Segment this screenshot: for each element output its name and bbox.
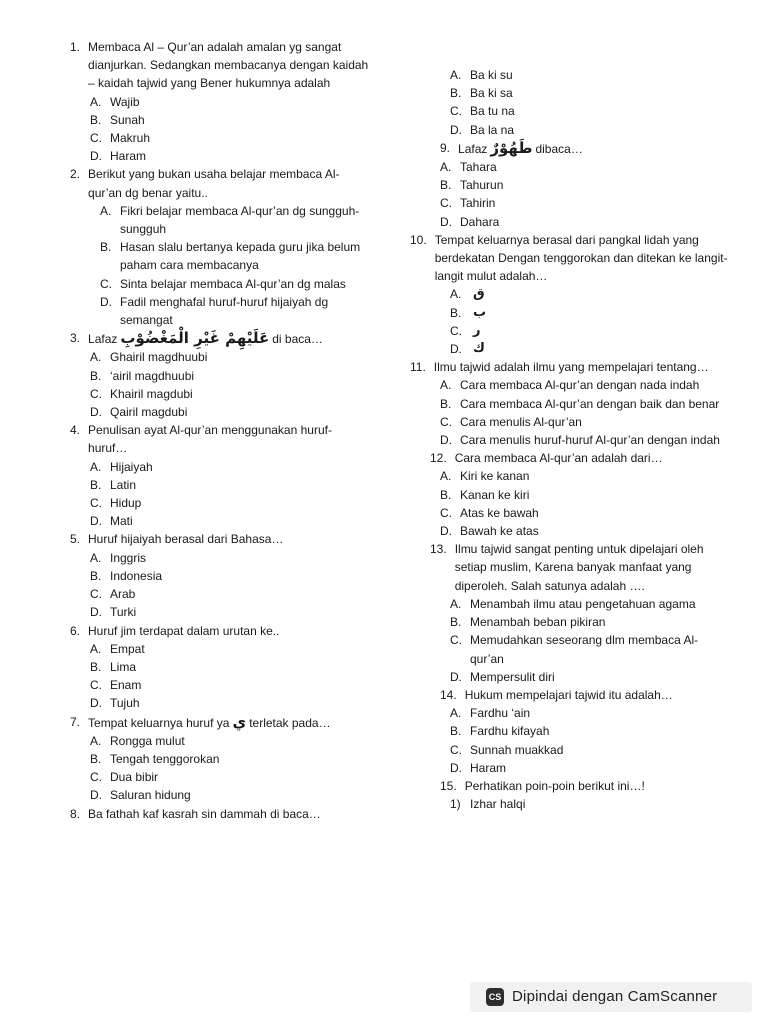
option-letter: B. (90, 568, 102, 583)
answer-option (410, 413, 730, 431)
question-number: 8. (70, 806, 81, 821)
right-column (410, 66, 730, 813)
option-text: Turki (110, 605, 137, 620)
option-letter: C. (440, 196, 452, 211)
question-number: 4. (70, 423, 81, 438)
option-text: Tengah tenggorokan (110, 751, 220, 766)
option-letter: A. (100, 203, 112, 218)
answer-option (410, 631, 730, 667)
option-letter: B. (450, 724, 462, 739)
option-letter: D. (100, 294, 112, 309)
answer-option (70, 111, 370, 129)
option-text: Wajib (110, 94, 140, 109)
option-letter: A. (90, 94, 102, 109)
option-text: Haram (470, 760, 507, 775)
option-text: Arab (110, 587, 136, 602)
answer-option (410, 66, 730, 84)
question (410, 449, 730, 467)
answer-option (70, 603, 370, 621)
answer-option (70, 458, 370, 476)
option-text: Indonesia (110, 568, 163, 583)
question-number: 11. (410, 360, 426, 375)
option-text: Saluran hidung (110, 788, 191, 803)
option-text: Dahara (460, 214, 500, 229)
question-text: Tempat keluarnya berasal dari pangkal lidah yang berdekatan Dengan tenggorokan dan ditekan ke langit-langit mulut adalah… (434, 232, 728, 284)
option-text: Atas ke bawah (460, 505, 539, 520)
option-letter: D. (90, 788, 102, 803)
left-column (70, 38, 370, 823)
answer-option (70, 694, 370, 712)
answer-option (410, 158, 730, 176)
answer-option (70, 786, 370, 804)
answer-option (410, 467, 730, 485)
option-letter: D. (440, 433, 452, 448)
arabic-text: ي (232, 712, 247, 731)
question-number: 7. (70, 714, 81, 729)
question (70, 329, 370, 348)
option-text: Cara membaca Al-qur’an dengan baik dan benar (460, 396, 720, 411)
option-letter: C. (90, 386, 102, 401)
answer-option (410, 431, 730, 449)
option-text: Cara menulis Al-qur’an (460, 414, 582, 429)
question-text-before: Tempat keluarnya huruf ya (88, 715, 230, 730)
option-letter: A. (90, 550, 102, 565)
answer-option (70, 750, 370, 768)
question (410, 139, 730, 158)
answer-option (410, 504, 730, 522)
answer-option (70, 147, 370, 165)
option-letter: C. (90, 678, 102, 693)
option-letter: C. (440, 414, 452, 429)
question (410, 358, 730, 376)
option-letter: B. (440, 178, 452, 193)
option-text: Khairil magdubi (110, 386, 193, 401)
option-letter: A. (440, 378, 452, 393)
answer-option (410, 704, 730, 722)
option-text: Dua bibir (110, 770, 159, 785)
option-letter: B. (440, 487, 452, 502)
answer-option (70, 93, 370, 111)
answer-option (70, 512, 370, 530)
option-letter: B. (90, 368, 102, 383)
question (70, 713, 370, 732)
question-text-before: Lafaz (458, 141, 488, 156)
option-letter: A. (450, 596, 462, 611)
option-text: Inggris (110, 550, 147, 565)
option-text: Ba la na (470, 122, 515, 137)
answer-option (70, 768, 370, 786)
option-text: Cara menulis huruf-huruf Al-qur’an dengan indah (460, 433, 720, 448)
option-letter: D. (450, 122, 462, 137)
arabic-letter: ك (473, 341, 485, 357)
answer-option (70, 732, 370, 750)
question-text: Berikut yang bukan usaha belajar membaca Al-qur’an dg benar yaitu.. (88, 167, 340, 200)
answer-option (70, 676, 370, 694)
question-text (88, 713, 370, 732)
question-text-after: di baca… (272, 332, 323, 347)
answer-option (410, 304, 730, 322)
answer-option (410, 522, 730, 540)
answer-option (70, 658, 370, 676)
option-letter: D. (440, 214, 452, 229)
option-letter: A. (440, 469, 452, 484)
answer-option (70, 367, 370, 385)
option-text: Empat (110, 641, 145, 656)
question-number: 15. (440, 778, 457, 793)
question-text: Cara membaca Al-qur’an adalah dari… (454, 451, 663, 466)
option-letter: B. (450, 305, 462, 320)
option-letter: D. (90, 696, 102, 711)
question-text (458, 139, 730, 158)
arabic-letter: ق (473, 286, 485, 302)
question (410, 231, 730, 286)
option-letter: C. (450, 104, 462, 119)
arabic-letter: ر (473, 322, 481, 338)
option-text: Mati (110, 514, 133, 529)
arabic-letter: ب (473, 304, 487, 320)
question-text-before: Lafaz (88, 332, 118, 347)
option-text: Fardhu ‘ain (470, 706, 531, 721)
answer-option (410, 102, 730, 120)
option-text: Makruh (110, 131, 151, 146)
option-letter: C. (90, 131, 102, 146)
question-text: Ba fathah kaf kasrah sin dammah di baca… (88, 806, 321, 821)
option-letter: C. (90, 770, 102, 785)
option-letter: A. (440, 160, 452, 175)
question (70, 38, 370, 93)
answer-option (70, 348, 370, 366)
option-text: Ghairil magdhuubi (110, 350, 208, 365)
question-text (88, 329, 370, 348)
option-letter: A. (450, 287, 462, 302)
option-letter: B. (100, 240, 112, 255)
option-text: Rongga mulut (110, 733, 185, 748)
option-letter: B. (90, 659, 102, 674)
watermark-text: Dipindai dengan CamScanner (512, 987, 718, 1005)
option-letter: D. (450, 760, 462, 775)
question (410, 540, 730, 595)
option-text: Latin (110, 477, 137, 492)
question-number: 10. (410, 232, 427, 247)
option-text: Ba ki su (470, 68, 513, 82)
option-letter: A. (450, 706, 462, 721)
option-text: Sunah (110, 112, 145, 127)
answer-option (410, 194, 730, 212)
answer-option (70, 567, 370, 585)
answer-option (410, 84, 730, 102)
option-letter: A. (90, 641, 102, 656)
answer-option (410, 613, 730, 631)
option-letter: D. (90, 605, 102, 620)
option-text: Izhar halqi (470, 797, 526, 812)
answer-option (410, 395, 730, 413)
question-text: Ilmu tajwid sangat penting untuk dipelajari oleh setiap muslim, Karena banyak manfaat yang diperoleh. Salah satunya adalah …. (454, 542, 704, 593)
answer-option (70, 238, 370, 274)
arabic-text: عَلَيْهِمْ غَيْرِ الْمَغْضُوْبِ (120, 329, 270, 348)
option-text: Sinta belajar membaca Al-qur’an dg malas (120, 276, 346, 291)
option-letter: D. (90, 149, 102, 164)
camscanner-logo-icon: CS (486, 988, 504, 1006)
answer-option (70, 476, 370, 494)
option-text: Bawah ke atas (460, 524, 539, 539)
option-letter: B. (90, 477, 102, 492)
question-text-after: dibaca… (535, 141, 583, 156)
answer-option (70, 385, 370, 403)
question (70, 805, 370, 823)
option-text: Qairil magdubi (110, 405, 188, 420)
answer-option (70, 293, 370, 329)
answer-option (70, 494, 370, 512)
question-number: 14. (440, 687, 457, 702)
answer-option (410, 121, 730, 139)
option-text: Fadil menghafal huruf-huruf hijaiyah dg semangat (120, 294, 329, 328)
option-text: Menambah beban pikiran (470, 615, 606, 630)
answer-option (410, 668, 730, 686)
answer-option (70, 403, 370, 421)
question (70, 165, 370, 201)
question-number: 1. (70, 40, 81, 54)
option-text: ‘airil magdhuubi (110, 368, 195, 383)
answer-option (70, 640, 370, 658)
answer-option (410, 176, 730, 194)
option-text: Memudahkan seseorang dlm membaca Al-qur’an (470, 633, 699, 666)
question-text: Penulisan ayat Al-qur’an menggunakan huruf-huruf… (88, 423, 332, 456)
answer-option (410, 595, 730, 613)
answer-option (410, 322, 730, 340)
option-letter: C. (450, 742, 462, 757)
camscanner-watermark (470, 982, 752, 1012)
question-text: Huruf hijaiyah berasal dari Bahasa… (88, 532, 284, 547)
question-text: Huruf jim terdapat dalam urutan ke.. (88, 623, 280, 638)
option-letter: B. (440, 396, 452, 411)
option-letter: A. (90, 459, 102, 474)
answer-option (410, 376, 730, 394)
option-text: Hidup (110, 496, 142, 511)
answer-option (410, 741, 730, 759)
question-text: Ilmu tajwid adalah ilmu yang mempelajari tentang… (433, 360, 709, 375)
answer-option (70, 129, 370, 147)
option-text: Tahurun (460, 178, 504, 193)
answer-option (70, 549, 370, 567)
question-text: Hukum mempelajari tajwid itu adalah… (464, 687, 673, 702)
option-text: Haram (110, 149, 147, 164)
option-text: Tujuh (110, 696, 140, 711)
option-text: Fardhu kifayah (470, 724, 550, 739)
answer-option (70, 585, 370, 603)
option-text: Lima (110, 659, 137, 674)
question (410, 777, 730, 795)
question-text-after: terletak pada… (249, 715, 331, 730)
option-text: Tahirin (460, 196, 496, 211)
option-letter: C. (450, 633, 462, 648)
answer-option (70, 202, 370, 238)
option-text: Hasan slalu bertanya kepada guru jika belum paham cara membacanya (120, 240, 361, 273)
question-number: 12. (430, 451, 447, 466)
option-text: Menambah ilmu atau pengetahuan agama (470, 596, 696, 611)
option-text: Hijaiyah (110, 459, 153, 474)
option-text: Ba tu na (470, 104, 515, 119)
arabic-text: طَهُوْرٌ (490, 138, 533, 157)
option-letter: C. (90, 587, 102, 602)
option-text: Kiri ke kanan (460, 469, 530, 484)
answer-option (410, 722, 730, 740)
option-letter: D. (450, 669, 462, 684)
option-letter: A. (450, 68, 462, 82)
option-text: Sunnah muakkad (470, 742, 564, 757)
option-text: Enam (110, 678, 142, 693)
option-letter: B. (90, 112, 102, 127)
answer-option (410, 486, 730, 504)
question-number: 6. (70, 623, 81, 638)
question-number: 5. (70, 532, 81, 547)
answer-option (410, 759, 730, 777)
option-letter: D. (450, 342, 462, 357)
question-number: 13. (430, 542, 447, 557)
option-text: Tahara (460, 160, 497, 175)
option-text: Mempersulit diri (470, 669, 555, 684)
option-text: Fikri belajar membaca Al-qur’an dg sungguh-sungguh (120, 203, 360, 237)
option-letter: A. (90, 733, 102, 748)
option-letter: D. (90, 514, 102, 529)
option-letter: B. (90, 751, 102, 766)
question-number: 3. (70, 331, 81, 346)
option-letter: C. (90, 496, 102, 511)
answer-option (410, 213, 730, 231)
answer-option (70, 275, 370, 293)
question (70, 530, 370, 548)
question (410, 686, 730, 704)
question-text: Membaca Al – Qur’an adalah amalan yg sangat dianjurkan. Sedangkan membacanya dengan kaidah – kaidah tajwid yang Bener hukumnya adalah (88, 40, 369, 91)
option-letter: D. (90, 405, 102, 420)
question-number: 2. (70, 167, 81, 182)
answer-option (410, 285, 730, 303)
answer-option (410, 340, 730, 358)
option-text: Kanan ke kiri (460, 487, 530, 502)
option-text: Cara membaca Al-qur’an dengan nada indah (460, 378, 700, 393)
question (70, 421, 370, 457)
answer-option (410, 795, 730, 813)
option-text: Ba ki sa (470, 86, 513, 101)
option-letter: C. (450, 323, 462, 338)
option-letter: B. (450, 86, 462, 101)
option-letter: D. (440, 524, 452, 539)
option-letter: C. (100, 276, 112, 291)
option-letter: B. (450, 615, 462, 630)
question (70, 622, 370, 640)
option-letter: 1) (450, 797, 461, 812)
question-text: Perhatikan poin-poin berikut ini…! (464, 778, 645, 793)
option-letter: C. (440, 505, 452, 520)
question-number: 9. (440, 140, 451, 155)
option-letter: A. (90, 350, 102, 365)
